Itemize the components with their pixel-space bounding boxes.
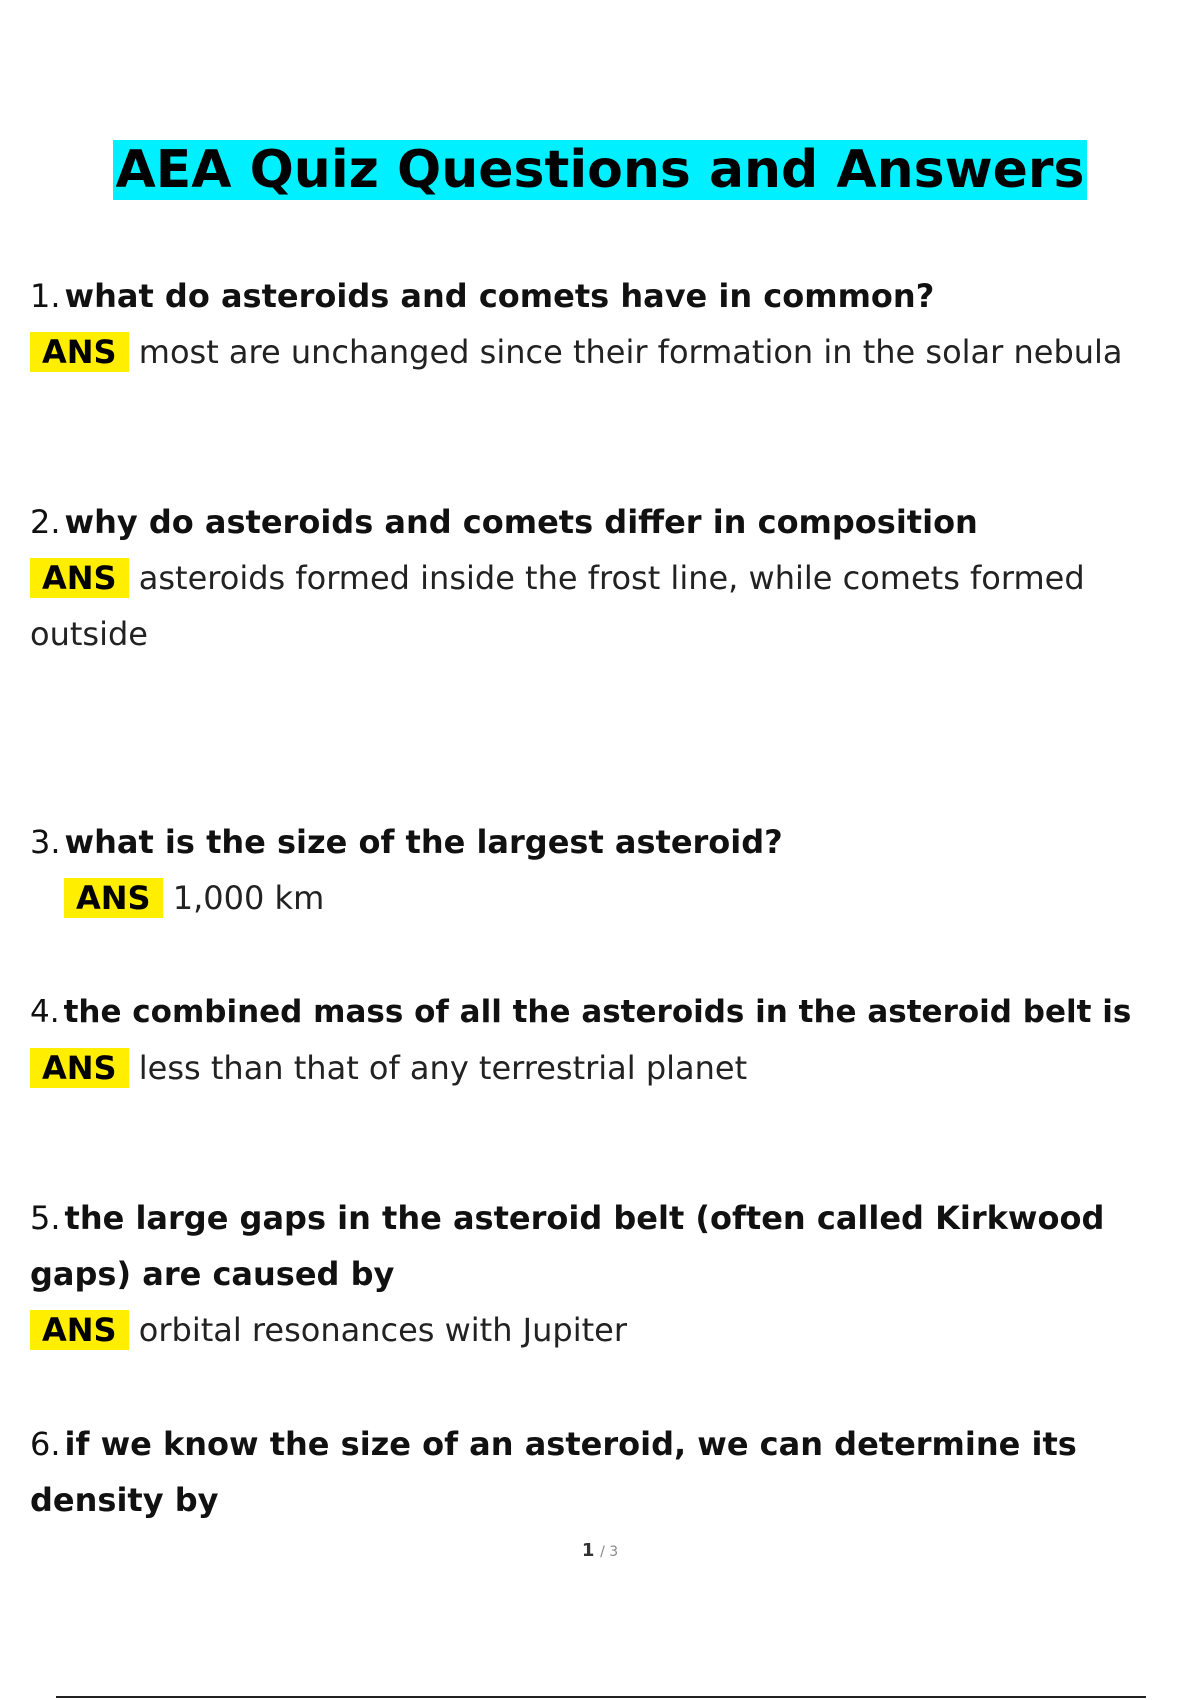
answer-5 — [30, 1302, 1180, 1358]
document-title: AEA Quiz Questions and Answers — [115, 140, 1085, 200]
qa-item-2 — [30, 494, 1180, 662]
answer-text: asteroids formed inside the frost line, while comets formed outside — [30, 559, 1085, 653]
qa-item-6 — [30, 1416, 1180, 1528]
answer-text: 1,000 km — [172, 879, 325, 917]
answer-4 — [30, 1040, 1180, 1096]
answer-2 — [30, 550, 1120, 662]
document-title-wrap — [0, 140, 1200, 200]
question-number: 5. — [30, 1199, 61, 1237]
question-4 — [30, 984, 1180, 1040]
page-number — [0, 1540, 1200, 1561]
question-text: the combined mass of all the asteroids in the asteroid belt is — [63, 994, 1132, 1030]
answer-text: less than that of any terrestrial planet — [138, 1049, 748, 1087]
question-number: 6. — [30, 1425, 61, 1463]
question-5 — [30, 1190, 1140, 1302]
ans-badge: ANS — [30, 1310, 129, 1350]
question-number: 2. — [30, 503, 61, 541]
question-6 — [30, 1416, 1140, 1528]
qa-item-5 — [30, 1190, 1180, 1358]
question-2 — [30, 494, 1180, 550]
page-divider — [56, 1696, 1146, 1698]
question-text: if we know the size of an asteroid, we can determine its density by — [30, 1425, 1077, 1519]
ans-badge: ANS — [30, 558, 129, 598]
answer-3 — [30, 870, 1180, 926]
question-3 — [30, 814, 1180, 870]
question-number: 4. — [30, 994, 60, 1030]
question-text: what is the size of the largest asteroid? — [64, 823, 783, 861]
answer-text: most are unchanged since their formation in the solar nebula — [138, 333, 1123, 371]
question-text: the large gaps in the asteroid belt (often called Kirkwood gaps) are caused by — [30, 1199, 1105, 1293]
qa-item-1 — [30, 268, 1180, 380]
question-number: 1. — [30, 277, 61, 315]
question-text: what do asteroids and comets have in common? — [64, 277, 935, 315]
ans-badge: ANS — [30, 1048, 129, 1088]
question-text: why do asteroids and comets differ in composition — [64, 503, 978, 541]
page-current: 1 — [581, 1540, 595, 1561]
page-total: / 3 — [600, 1544, 619, 1560]
answer-text: orbital resonances with Jupiter — [138, 1311, 627, 1349]
ans-badge: ANS — [30, 332, 129, 372]
question-number: 3. — [30, 823, 61, 861]
answer-1 — [30, 324, 1180, 380]
qa-item-3 — [30, 814, 1180, 926]
question-1 — [30, 268, 1180, 324]
ans-badge: ANS — [64, 878, 163, 918]
qa-item-4 — [30, 984, 1180, 1096]
